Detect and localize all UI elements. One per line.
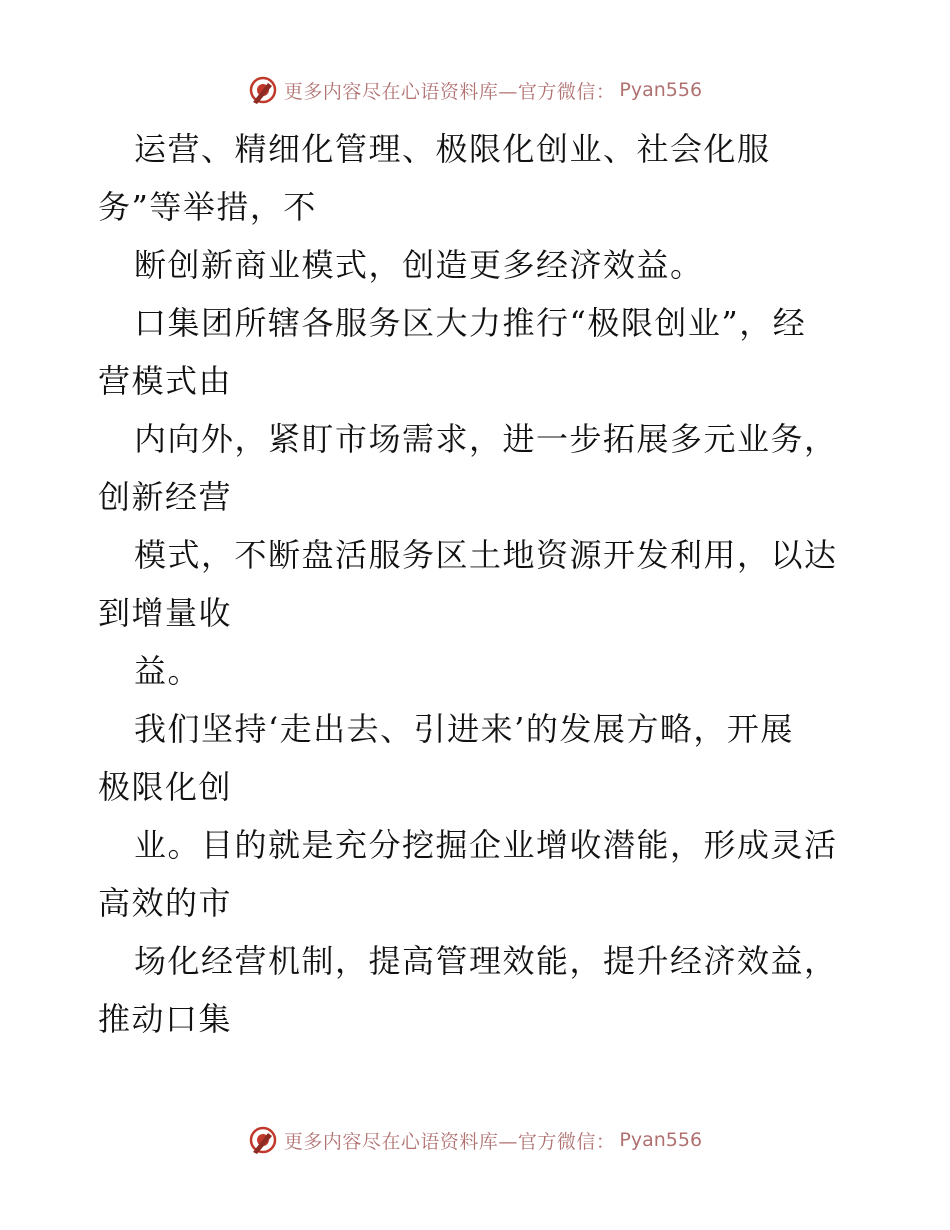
text-line: 口集团所辖各服务区大力推行“极限创业”，经 (134, 304, 807, 342)
pen-logo-icon (248, 75, 278, 105)
text-line: 运营、精细化管理、极限化创业、社会化服 (134, 130, 771, 168)
document-body (98, 120, 858, 1048)
text-line: 极限化创 (98, 768, 233, 806)
header-banner (0, 70, 950, 110)
text-line: 业。目的就是充分挖掘企业增收潜能，形成灵活 (134, 826, 838, 864)
text-line: 模式，不断盘活服务区土地资源开发利用，以达 (134, 536, 838, 574)
text-line: 益。 (134, 652, 202, 690)
text-line: 推动口集 (98, 1000, 233, 1038)
text-line: 内向外，紧盯市场需求，进一步拓展多元业务， (134, 420, 838, 458)
footer-banner (0, 1120, 950, 1160)
text-line: 场化经营机制，提高管理效能，提升经济效益， (134, 942, 838, 980)
text-line: 创新经营 (98, 478, 233, 516)
text-line: 到增量收 (98, 594, 233, 632)
header-handle: Pyan556 (619, 79, 703, 101)
text-line: 务”等举措，不 (98, 188, 317, 226)
text-line: 断创新商业模式，创造更多经济效益。 (134, 246, 704, 284)
header-text: 更多内容尽在心语资料库—官方微信： (283, 80, 616, 103)
text-line: 我们坚持‘走出去、引进来’的发展方略，开展 (134, 710, 794, 748)
footer-text: 更多内容尽在心语资料库—官方微信： (283, 1130, 616, 1153)
text-line: 营模式由 (98, 362, 233, 400)
pen-logo-icon (248, 1125, 278, 1155)
text-line: 高效的市 (98, 884, 233, 922)
footer-handle: Pyan556 (619, 1129, 703, 1151)
